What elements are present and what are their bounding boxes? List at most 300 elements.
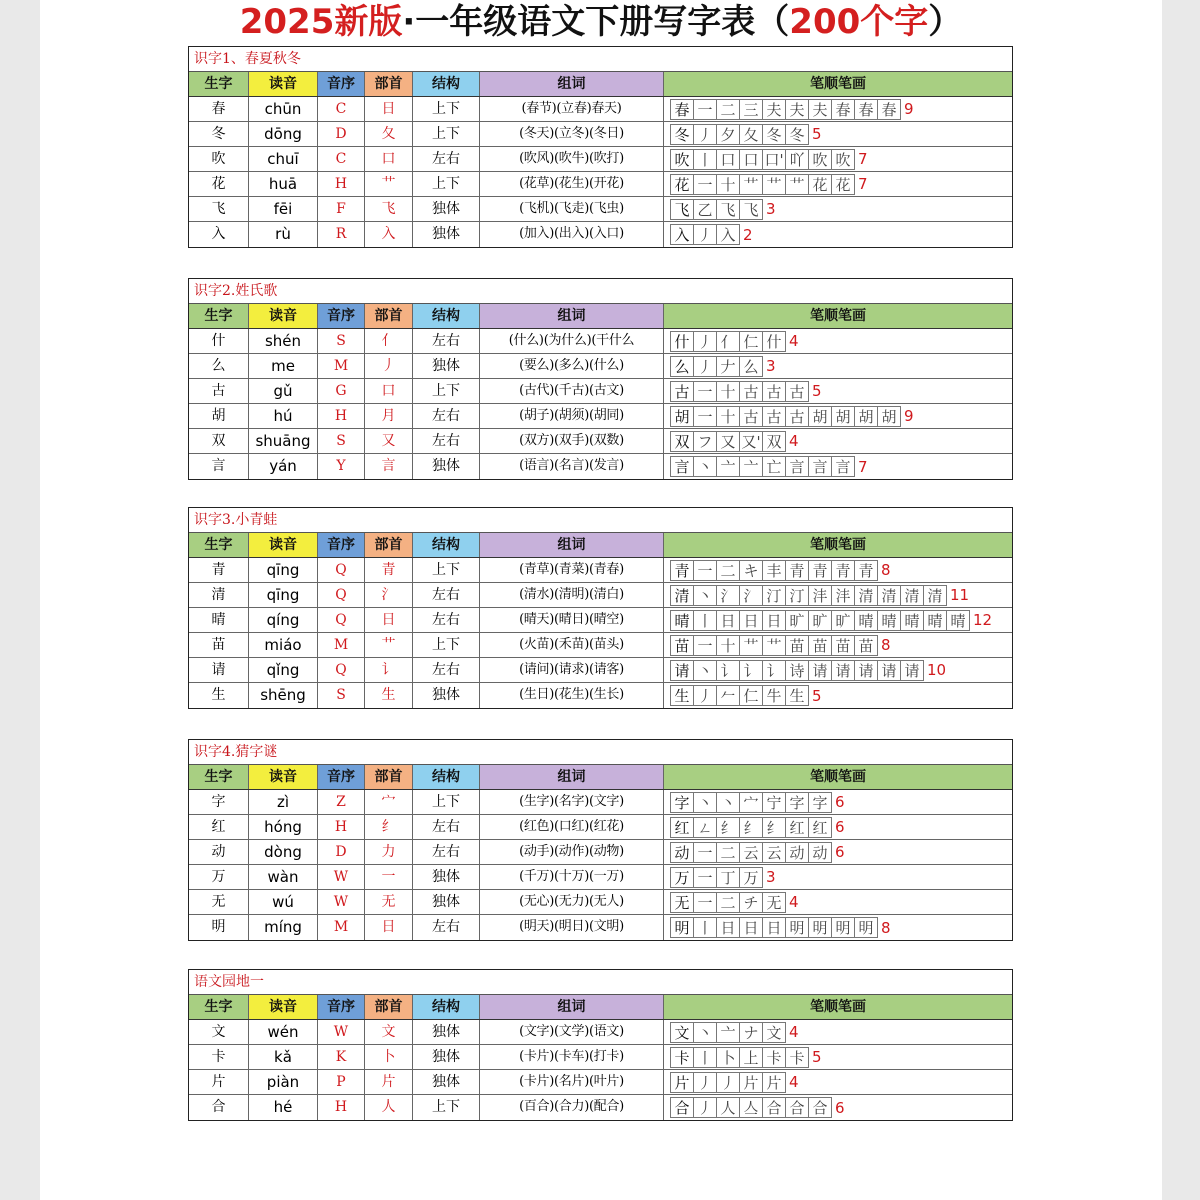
char-cell: 字 (189, 790, 249, 814)
stroke-step-box: 吖 (786, 149, 809, 170)
stroke-step-box: 亠 (740, 456, 763, 477)
stroke-grid (670, 224, 740, 245)
stroke-order-cell (664, 1045, 1012, 1069)
table-row (189, 1070, 1012, 1095)
stroke-order-cell (664, 658, 1012, 682)
stroke-step-box: 𠂇 (717, 356, 740, 377)
section-3 (188, 507, 1013, 709)
order-cell: C (318, 97, 365, 121)
stroke-char-box: 言 (671, 456, 694, 477)
stroke-step-box: 二 (717, 560, 740, 581)
stroke-grid (670, 660, 924, 681)
stroke-char-box: 请 (671, 660, 694, 681)
stroke-step-box: 上 (740, 1047, 763, 1068)
words-cell: (加入)(出入)(入口) (480, 222, 664, 247)
stroke-grid (670, 199, 763, 220)
radical-cell: 月 (365, 404, 413, 428)
stroke-order-cell (664, 454, 1012, 479)
title-close: ） (928, 2, 963, 42)
table-row (189, 379, 1012, 404)
stroke-step-box: 诗 (786, 660, 809, 681)
structure-cell: 左右 (413, 840, 480, 864)
stroke-step-box: 汀 (786, 585, 809, 606)
radical-cell: 青 (365, 558, 413, 582)
header-pinyin: 读音 (249, 765, 318, 789)
stroke-order-cell (664, 147, 1012, 171)
stroke-step-box: 纟 (740, 817, 763, 838)
stroke-count: 6 (835, 818, 845, 836)
section-5 (188, 969, 1013, 1121)
header-pinyin: 读音 (249, 72, 318, 96)
stroke-grid (670, 917, 878, 938)
worksheet-page (40, 0, 1162, 1200)
words-cell: (百合)(合力)(配合) (480, 1095, 664, 1120)
pinyin-cell: zì (249, 790, 318, 814)
stroke-step-box: 丿 (694, 331, 717, 352)
stroke-count: 3 (766, 868, 776, 886)
pinyin-cell: wàn (249, 865, 318, 889)
stroke-grid (670, 1022, 786, 1043)
stroke-step-box: 字 (786, 792, 809, 813)
header-words: 组词 (480, 533, 664, 557)
order-cell: H (318, 1095, 365, 1120)
stroke-step-box: 丶 (694, 585, 717, 606)
stroke-step-box: 十 (717, 635, 740, 656)
structure-cell: 上下 (413, 379, 480, 403)
stroke-step-box: 生 (786, 685, 809, 706)
stroke-step-box: 丿 (694, 1097, 717, 1118)
stroke-step-box: 艹 (763, 635, 786, 656)
stroke-count: 5 (812, 686, 822, 705)
stroke-step-box: 丿 (694, 224, 717, 245)
header-structure: 结构 (413, 72, 480, 96)
radical-cell: 一 (365, 865, 413, 889)
table-row (189, 454, 1012, 479)
stroke-step-box: 云 (740, 842, 763, 863)
stroke-step-box: 春 (878, 99, 901, 120)
stroke-count: 4 (789, 1023, 799, 1041)
stroke-step-box: 口 (717, 149, 740, 170)
stroke-step-box: 片 (740, 1072, 763, 1093)
order-cell: M (318, 633, 365, 657)
structure-cell: 独体 (413, 865, 480, 889)
stroke-step-box: 古 (740, 406, 763, 427)
order-cell: S (318, 429, 365, 453)
stroke-step-box: 云 (763, 842, 786, 863)
order-cell: Q (318, 658, 365, 682)
stroke-step-box: 仁 (740, 331, 763, 352)
words-cell: (生日)(花生)(生长) (480, 683, 664, 708)
order-cell: D (318, 122, 365, 146)
table-row (189, 915, 1012, 940)
stroke-step-box: 旷 (786, 610, 809, 631)
stroke-grid (670, 356, 763, 377)
stroke-step-box: 青 (832, 560, 855, 581)
structure-cell: 左右 (413, 608, 480, 632)
stroke-order-cell (664, 329, 1012, 353)
stroke-char-box: 合 (671, 1097, 694, 1118)
stroke-step-box: 一 (694, 99, 717, 120)
stroke-count: 8 (881, 636, 891, 654)
words-cell: (晴天)(晴日)(晴空) (480, 608, 664, 632)
stroke-grid (670, 174, 855, 195)
stroke-step-box: 夂 (740, 124, 763, 145)
stroke-count: 11 (950, 586, 970, 604)
stroke-count: 6 (835, 793, 845, 811)
stroke-step-box: 日 (717, 917, 740, 938)
stroke-count: 7 (858, 150, 868, 168)
structure-cell: 独体 (413, 222, 480, 247)
stroke-step-box: 日 (763, 610, 786, 631)
structure-cell: 上下 (413, 172, 480, 196)
header-pinyin: 读音 (249, 304, 318, 328)
stroke-step-box: 氵 (717, 585, 740, 606)
header-words: 组词 (480, 72, 664, 96)
stroke-step-box: 晴 (878, 610, 901, 631)
order-cell: D (318, 840, 365, 864)
table-row (189, 97, 1012, 122)
structure-cell: 左右 (413, 583, 480, 607)
stroke-step-box: 亡 (763, 456, 786, 477)
stroke-step-box: 又 (717, 431, 740, 452)
stroke-step-box: 清 (901, 585, 924, 606)
stroke-step-box: 明 (832, 917, 855, 938)
stroke-step-box: 𠂉 (717, 685, 740, 706)
stroke-step-box: 仁 (740, 685, 763, 706)
char-cell: 什 (189, 329, 249, 353)
stroke-step-box: 青 (855, 560, 878, 581)
stroke-step-box: 明 (786, 917, 809, 938)
stroke-step-box: 么 (740, 356, 763, 377)
stroke-step-box: 旷 (832, 610, 855, 631)
radical-cell: 日 (365, 915, 413, 940)
stroke-step-box: 入 (717, 224, 740, 245)
stroke-step-box: 吹 (809, 149, 832, 170)
order-cell: H (318, 172, 365, 196)
radical-cell: 片 (365, 1070, 413, 1094)
stroke-step-box: 明 (809, 917, 832, 938)
stroke-step-box: 十 (717, 174, 740, 195)
table-row (189, 1020, 1012, 1045)
stroke-step-box: 卡 (786, 1047, 809, 1068)
header-strokes: 笔顺笔画 (664, 304, 1012, 328)
stroke-step-box: 什 (763, 331, 786, 352)
stroke-order-cell (664, 197, 1012, 221)
table-row (189, 197, 1012, 222)
header-words: 组词 (480, 765, 664, 789)
stroke-grid (670, 892, 786, 913)
header-pinyin: 读音 (249, 995, 318, 1019)
stroke-order-cell (664, 683, 1012, 708)
words-cell: (什么)(为什么)(干什么 (480, 329, 664, 353)
stroke-char-box: 苗 (671, 635, 694, 656)
char-cell: 明 (189, 915, 249, 940)
pinyin-cell: gǔ (249, 379, 318, 403)
stroke-step-box: 清 (855, 585, 878, 606)
stroke-step-box: 冬 (786, 124, 809, 145)
stroke-step-box: 古 (763, 406, 786, 427)
stroke-count: 10 (927, 661, 947, 679)
header-strokes: 笔顺笔画 (664, 995, 1012, 1019)
section-title: 识字4.猜字谜 (189, 740, 1012, 765)
stroke-order-cell (664, 354, 1012, 378)
stroke-step-box: 日 (763, 917, 786, 938)
title-main: ·一年级语文下册写字表（ (402, 2, 790, 42)
stroke-step-box: 请 (901, 660, 924, 681)
structure-cell: 上下 (413, 122, 480, 146)
header-words: 组词 (480, 995, 664, 1019)
stroke-char-box: 吹 (671, 149, 694, 170)
header-strokes: 笔顺笔画 (664, 765, 1012, 789)
stroke-grid (670, 149, 855, 170)
stroke-step-box: 花 (832, 174, 855, 195)
char-cell: 古 (189, 379, 249, 403)
words-cell: (青草)(青菜)(青春) (480, 558, 664, 582)
stroke-count: 6 (835, 843, 845, 861)
stroke-step-box: 艹 (740, 635, 763, 656)
stroke-step-box: 乙 (694, 199, 717, 220)
stroke-step-box: 二 (717, 892, 740, 913)
stroke-step-box: 晴 (947, 610, 970, 631)
header-radical: 部首 (365, 304, 413, 328)
char-cell: 冬 (189, 122, 249, 146)
stroke-step-box: 青 (809, 560, 832, 581)
stroke-step-box: 丶 (694, 456, 717, 477)
stroke-step-box: 丿 (694, 124, 717, 145)
stroke-step-box: 丨 (694, 1047, 717, 1068)
stroke-step-box: 红 (786, 817, 809, 838)
words-cell: (火苗)(禾苗)(苗头) (480, 633, 664, 657)
stroke-char-box: 无 (671, 892, 694, 913)
order-cell: S (318, 683, 365, 708)
title-count: 200个字 (789, 2, 929, 42)
stroke-step-box: 沣 (809, 585, 832, 606)
order-cell: H (318, 815, 365, 839)
table-row (189, 404, 1012, 429)
section-1 (188, 46, 1013, 248)
pinyin-cell: fēi (249, 197, 318, 221)
table-row (189, 122, 1012, 147)
stroke-step-box: 丰 (763, 560, 786, 581)
char-cell: 么 (189, 354, 249, 378)
stroke-step-box: 一 (694, 381, 717, 402)
table-row (189, 1095, 1012, 1120)
stroke-step-box: 亠 (717, 456, 740, 477)
stroke-count: 4 (789, 1073, 799, 1091)
stroke-count: 9 (904, 100, 914, 118)
char-cell: 红 (189, 815, 249, 839)
stroke-step-box: 苗 (855, 635, 878, 656)
stroke-order-cell (664, 122, 1012, 146)
header-structure: 结构 (413, 995, 480, 1019)
structure-cell: 上下 (413, 1095, 480, 1120)
header-pinyin: 读音 (249, 533, 318, 557)
table-header (189, 72, 1012, 97)
stroke-step-box: 晴 (901, 610, 924, 631)
stroke-grid (670, 1097, 832, 1118)
structure-cell: 左右 (413, 815, 480, 839)
structure-cell: 独体 (413, 1045, 480, 1069)
stroke-step-box: 旷 (809, 610, 832, 631)
stroke-step-box: 夫 (786, 99, 809, 120)
stroke-order-cell (664, 633, 1012, 657)
stroke-order-cell (664, 815, 1012, 839)
stroke-char-box: 花 (671, 174, 694, 195)
header-order: 音序 (318, 765, 365, 789)
stroke-count: 8 (881, 918, 891, 937)
radical-cell: 飞 (365, 197, 413, 221)
table-row (189, 147, 1012, 172)
order-cell: M (318, 915, 365, 940)
words-cell: (明天)(明日)(文明) (480, 915, 664, 940)
stroke-step-box: 口' (763, 149, 786, 170)
stroke-char-box: 动 (671, 842, 694, 863)
stroke-step-box: 一 (694, 174, 717, 195)
table-row (189, 658, 1012, 683)
stroke-step-box: 口 (740, 149, 763, 170)
stroke-step-box: 丶 (694, 660, 717, 681)
radical-cell: 口 (365, 147, 413, 171)
stroke-step-box: 字 (809, 792, 832, 813)
stroke-step-box: 丿 (694, 1072, 717, 1093)
pinyin-cell: hóng (249, 815, 318, 839)
stroke-step-box: 一 (694, 842, 717, 863)
stroke-step-box: 胡 (809, 406, 832, 427)
table-row (189, 840, 1012, 865)
stroke-step-box: 合 (809, 1097, 832, 1118)
pinyin-cell: hé (249, 1095, 318, 1120)
stroke-char-box: 胡 (671, 406, 694, 427)
stroke-grid (670, 431, 786, 452)
stroke-step-box: 夫 (763, 99, 786, 120)
stroke-char-box: 什 (671, 331, 694, 352)
stroke-grid (670, 685, 809, 706)
radical-cell: 又 (365, 429, 413, 453)
header-strokes: 笔顺笔画 (664, 72, 1012, 96)
stroke-grid (670, 381, 809, 402)
radical-cell: 日 (365, 97, 413, 121)
order-cell: M (318, 354, 365, 378)
section-4 (188, 739, 1013, 941)
stroke-order-cell (664, 583, 1012, 607)
order-cell: C (318, 147, 365, 171)
pinyin-cell: miáo (249, 633, 318, 657)
pinyin-cell: dòng (249, 840, 318, 864)
structure-cell: 独体 (413, 1020, 480, 1044)
table-row (189, 172, 1012, 197)
words-cell: (请问)(请求)(请客) (480, 658, 664, 682)
stroke-step-box: 丨 (694, 149, 717, 170)
char-cell: 飞 (189, 197, 249, 221)
words-cell: (语言)(名言)(发言) (480, 454, 664, 479)
table-row (189, 583, 1012, 608)
stroke-char-box: 青 (671, 560, 694, 581)
stroke-char-box: 冬 (671, 124, 694, 145)
stroke-count: 3 (766, 200, 776, 218)
stroke-step-box: 胡 (855, 406, 878, 427)
stroke-step-box: 十 (717, 381, 740, 402)
stroke-step-box: 又' (740, 431, 763, 452)
stroke-step-box: 清 (924, 585, 947, 606)
stroke-order-cell (664, 97, 1012, 121)
char-cell: 请 (189, 658, 249, 682)
stroke-grid (670, 842, 832, 863)
radical-cell: 氵 (365, 583, 413, 607)
stroke-step-box: 夫 (809, 99, 832, 120)
stroke-count: 3 (766, 357, 776, 375)
radical-cell: 卜 (365, 1045, 413, 1069)
table-row (189, 815, 1012, 840)
radical-cell: 无 (365, 890, 413, 914)
stroke-char-box: 卡 (671, 1047, 694, 1068)
pinyin-cell: me (249, 354, 318, 378)
pinyin-cell: huā (249, 172, 318, 196)
order-cell: Q (318, 608, 365, 632)
order-cell: H (318, 404, 365, 428)
radical-cell: 艹 (365, 172, 413, 196)
stroke-step-box: 花 (809, 174, 832, 195)
stroke-char-box: 双 (671, 431, 694, 452)
stroke-step-box: 沣 (832, 585, 855, 606)
char-cell: 晴 (189, 608, 249, 632)
stroke-step-box: 胡 (832, 406, 855, 427)
words-cell: (春节)(立春)春天) (480, 97, 664, 121)
char-cell: 万 (189, 865, 249, 889)
words-cell: (卡片)(卡车)(打卡) (480, 1045, 664, 1069)
stroke-step-box: 一 (694, 560, 717, 581)
words-cell: (要么)(多么)(什么) (480, 354, 664, 378)
stroke-step-box: 丿 (717, 1072, 740, 1093)
stroke-step-box: 日 (740, 917, 763, 938)
stroke-count: 4 (789, 432, 799, 450)
header-order: 音序 (318, 533, 365, 557)
stroke-step-box: 二 (717, 99, 740, 120)
table-row (189, 683, 1012, 708)
table-row (189, 222, 1012, 247)
structure-cell: 左右 (413, 329, 480, 353)
stroke-count: 9 (904, 407, 914, 425)
stroke-step-box: 艹 (786, 174, 809, 195)
stroke-step-box: 卡 (763, 1047, 786, 1068)
stroke-step-box: 明 (855, 917, 878, 938)
stroke-grid (670, 1072, 786, 1093)
structure-cell: 独体 (413, 683, 480, 708)
stroke-step-box: 一 (694, 892, 717, 913)
stroke-char-box: 清 (671, 585, 694, 606)
stroke-grid (670, 792, 832, 813)
stroke-step-box: 氵 (740, 585, 763, 606)
section-title: 识字1、春夏秋冬 (189, 47, 1012, 72)
stroke-step-box: 十 (717, 406, 740, 427)
stroke-grid (670, 560, 878, 581)
stroke-step-box: 丁 (717, 867, 740, 888)
char-cell: 文 (189, 1020, 249, 1044)
table-header (189, 304, 1012, 329)
stroke-step-box: 讠 (740, 660, 763, 681)
pinyin-cell: rù (249, 222, 318, 247)
header-radical: 部首 (365, 72, 413, 96)
stroke-order-cell (664, 404, 1012, 428)
header-structure: 结构 (413, 533, 480, 557)
order-cell: R (318, 222, 365, 247)
words-cell: (双方)(双手)(双数) (480, 429, 664, 453)
stroke-step-box: 汀 (763, 585, 786, 606)
stroke-count: 12 (973, 611, 993, 629)
header-char: 生字 (189, 72, 249, 96)
stroke-grid (670, 456, 855, 477)
stroke-step-box: ㄥ (694, 817, 717, 838)
table-header (189, 995, 1012, 1020)
